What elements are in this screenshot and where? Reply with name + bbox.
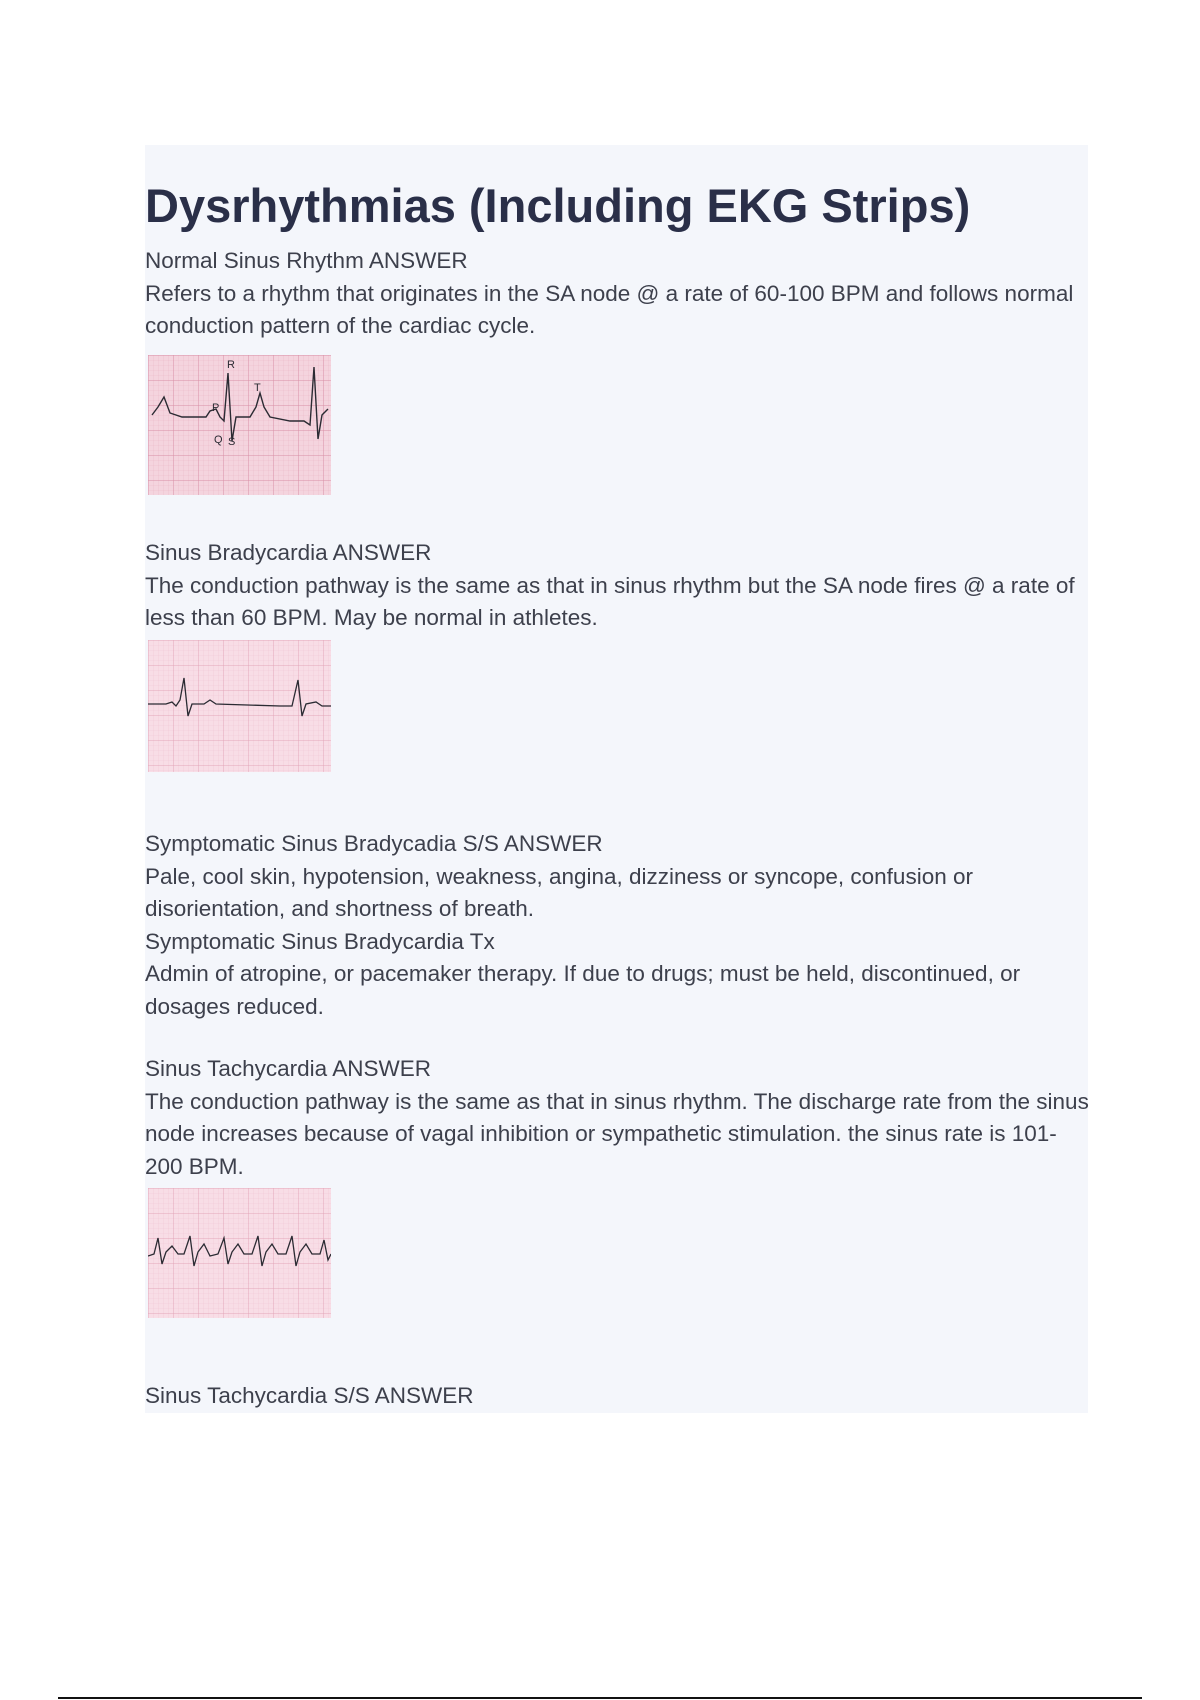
section-heading: Sinus Bradycardia ANSWER bbox=[145, 540, 432, 565]
section-sinus-tachycardia bbox=[145, 1053, 1090, 1183]
section-heading: Normal Sinus Rhythm ANSWER bbox=[145, 248, 468, 273]
section-body: The conduction pathway is the same as that in sinus rhythm but the SA node fires @ a rate of less than 60 BPM. May be normal in athletes. bbox=[145, 572, 1075, 630]
section-body: Admin of atropine, or pacemaker therapy. If due to drugs; must be held, discontinued, or dosages reduced. bbox=[145, 961, 1021, 1019]
ekg-label-q: Q bbox=[214, 434, 223, 446]
section-body: The conduction pathway is the same as that in sinus rhythm. The discharge rate from the sinus node increases because of vagal inhibition or sympathetic stimulation. the sinus rate is 101-200 BPM. bbox=[145, 1088, 1089, 1179]
ekg-strip-sinus-bradycardia bbox=[148, 640, 331, 775]
ekg-strip-sinus-tachycardia bbox=[148, 1188, 331, 1323]
section-heading: Symptomatic Sinus Bradycadia S/S ANSWER bbox=[145, 831, 603, 856]
ekg-strip-normal-sinus-image bbox=[148, 355, 331, 500]
ekg-strip-sinus-tachycardia-image bbox=[148, 1188, 331, 1323]
section-symptomatic-bradycardia bbox=[145, 828, 1090, 1023]
section-body: Pale, cool skin, hypotension, weakness, angina, dizziness or syncope, confusion or disorientation, and shortness of breath. bbox=[145, 863, 973, 921]
ekg-grid bbox=[148, 355, 331, 495]
ekg-label-s: S bbox=[228, 436, 236, 448]
ekg-label-p: P bbox=[212, 402, 220, 414]
ekg-strip-sinus-bradycardia-image bbox=[148, 640, 331, 775]
page-title: Dysrhythmias (Including EKG Strips) bbox=[145, 179, 971, 232]
footer-rule bbox=[58, 1697, 1142, 1699]
section-sinus-bradycardia bbox=[145, 537, 1090, 635]
section-sinus-tachycardia-ss bbox=[145, 1380, 1090, 1413]
ekg-label-r: R bbox=[227, 359, 235, 371]
section-normal-sinus-rhythm bbox=[145, 245, 1090, 343]
section-heading: Symptomatic Sinus Bradycardia Tx bbox=[145, 928, 495, 954]
ekg-grid bbox=[148, 1188, 331, 1318]
section-heading: Sinus Tachycardia S/S ANSWER bbox=[145, 1383, 474, 1408]
ekg-label-t: T bbox=[254, 382, 261, 394]
ekg-strip-normal-sinus bbox=[148, 355, 331, 500]
section-heading: Sinus Tachycardia ANSWER bbox=[145, 1056, 431, 1081]
section-body: Refers to a rhythm that originates in the SA node @ a rate of 60-100 BPM and follows normal conduction pattern of the cardiac cycle. bbox=[145, 280, 1074, 338]
